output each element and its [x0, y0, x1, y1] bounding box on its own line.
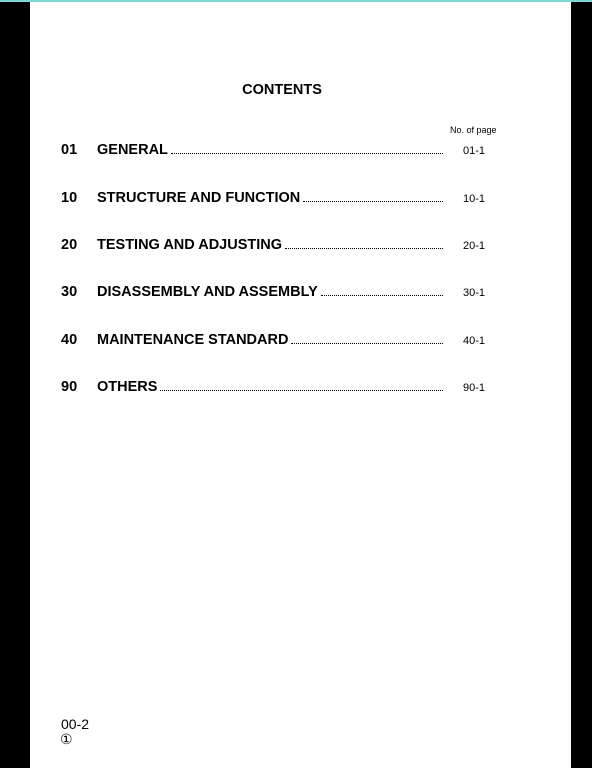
toc-entry-title-line: [97, 142, 443, 158]
dot-leader: [321, 285, 443, 296]
footer-page-number: 00-2: [61, 716, 90, 732]
toc-entry-page: 90-1: [463, 382, 486, 394]
toc-entry-number: 10: [61, 190, 78, 206]
toc-entry-number: 01: [61, 142, 78, 158]
dot-leader: [160, 380, 443, 391]
toc-entry-title-line: [97, 237, 443, 253]
toc-entry-page: 30-1: [463, 287, 486, 299]
toc-entry-disassembly-and-assembly: [61, 284, 501, 304]
toc-entry-number: 90: [61, 379, 78, 395]
toc-entry-title-line: [97, 284, 443, 300]
toc-entry-structure-and-function: [61, 190, 501, 210]
toc-entry-number: 40: [61, 332, 78, 348]
page-number-column-header: No. of page: [450, 125, 497, 135]
toc-entry-page: 40-1: [463, 335, 486, 347]
document-page: [30, 2, 571, 768]
toc-entry-others: [61, 379, 501, 399]
toc-entry-label: GENERAL: [97, 142, 168, 158]
dot-leader: [303, 191, 443, 202]
toc-entry-page: 20-1: [463, 240, 486, 252]
toc-entry-general: [61, 142, 501, 162]
toc-entry-title-line: [97, 332, 443, 348]
dot-leader: [171, 143, 443, 154]
page-title: CONTENTS: [242, 82, 322, 98]
revision-mark: ①: [60, 731, 73, 747]
toc-entry-number: 20: [61, 237, 78, 253]
toc-entry-maintenance-standard: [61, 332, 501, 352]
toc-entry-testing-and-adjusting: [61, 237, 501, 257]
toc-entry-label: STRUCTURE AND FUNCTION: [97, 190, 301, 206]
toc-entry-title-line: [97, 190, 443, 206]
toc-entry-title-line: [97, 379, 443, 395]
toc-entry-number: 30: [61, 284, 78, 300]
toc-entry-label: MAINTENANCE STANDARD: [97, 332, 289, 348]
toc-entry-label: DISASSEMBLY AND ASSEMBLY: [97, 284, 318, 300]
toc-entry-label: TESTING AND ADJUSTING: [97, 237, 283, 253]
dot-leader: [285, 238, 443, 249]
toc-entry-label: OTHERS: [97, 379, 158, 395]
toc-entry-page: 10-1: [463, 193, 486, 205]
dot-leader: [291, 333, 443, 344]
toc-entry-page: 01-1: [463, 145, 486, 157]
